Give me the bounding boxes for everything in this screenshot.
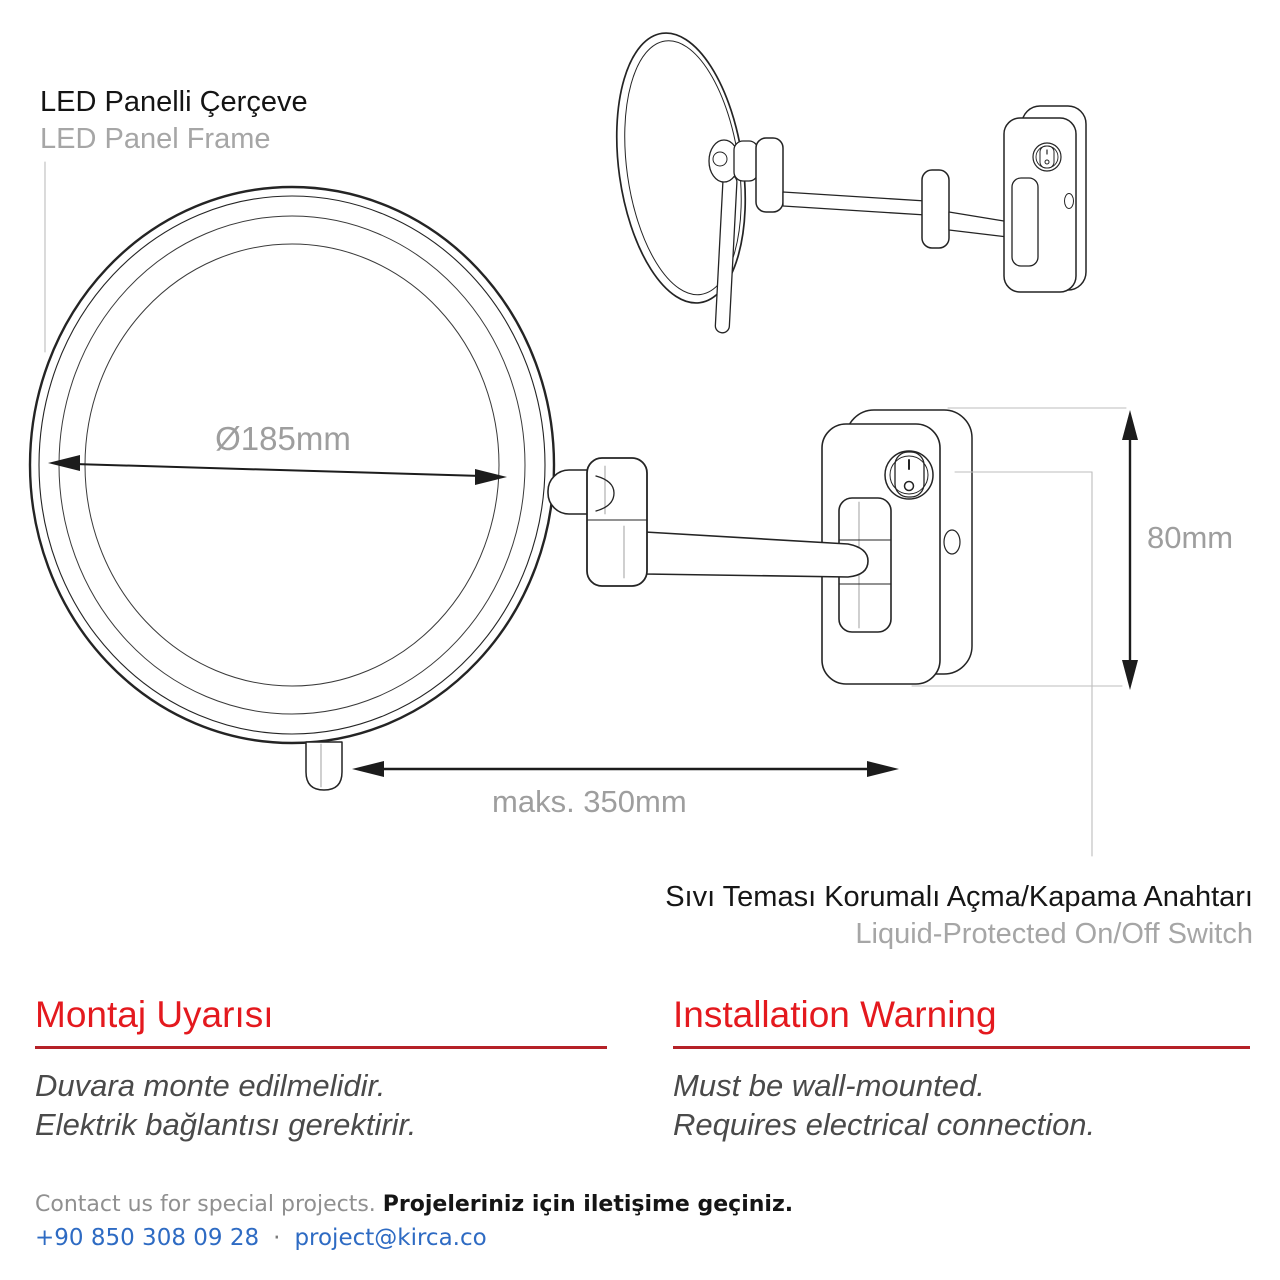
warning-line: Duvara monte edilmelidir. — [35, 1068, 386, 1103]
side-view-drawing — [30, 187, 972, 790]
warning-line: Must be wall-mounted. — [673, 1068, 985, 1103]
warning-line: Elektrik bağlantısı gerektirir. — [35, 1107, 417, 1142]
contact-details — [35, 1225, 793, 1251]
arm-segment-1 — [783, 192, 926, 215]
mirror-surface-circle — [85, 244, 499, 686]
contact-note-english: Contact us for special projects. — [35, 1192, 376, 1217]
contact-footer — [35, 1192, 793, 1251]
phone-link[interactable]: +90 850 308 09 28 — [35, 1225, 260, 1251]
reach-dimension-label: maks. 350mm — [492, 784, 687, 819]
switch-label-turkish: Sıvı Teması Korumalı Açma/Kapama Anahtarı — [665, 881, 1253, 913]
red-divider-rule — [35, 1046, 607, 1049]
product-feature-label — [40, 84, 308, 158]
red-divider-rule — [673, 1046, 1250, 1049]
contact-note — [35, 1192, 793, 1217]
dot-separator: · — [273, 1225, 281, 1251]
switch-label-english: Liquid-Protected On/Off Switch — [855, 918, 1253, 950]
swivel-joint — [587, 458, 647, 586]
height-dimension-arrow — [1122, 410, 1138, 690]
diameter-dimension-arrow — [48, 455, 507, 485]
feature-label-english: LED Panel Frame — [40, 123, 271, 155]
wall-bracket-perspective — [1012, 178, 1038, 266]
handle-knob — [306, 742, 342, 790]
swivel-joint-perspective — [756, 138, 783, 212]
elbow-joint-perspective — [922, 170, 949, 248]
warning-title-tr: Montaj Uyarısı — [35, 994, 274, 1035]
perspective-view-drawing — [601, 25, 1086, 333]
installation-warning-english — [673, 994, 1250, 1144]
reach-dimension-arrow — [352, 761, 899, 777]
feature-label-turkish: LED Panelli Çerçeve — [40, 86, 308, 118]
warning-line: Requires electrical connection. — [673, 1107, 1096, 1142]
diameter-dimension-label: Ø185mm — [215, 420, 351, 457]
switch-feature-label — [665, 879, 1253, 953]
warning-title-en: Installation Warning — [673, 994, 997, 1035]
installation-warning-turkish — [35, 994, 607, 1144]
contact-note-turkish: Projeleriniz için iletişime geçiniz. — [382, 1192, 794, 1217]
height-dimension-label: 80mm — [1147, 520, 1234, 555]
email-link[interactable]: project@kirca.co — [294, 1225, 487, 1251]
